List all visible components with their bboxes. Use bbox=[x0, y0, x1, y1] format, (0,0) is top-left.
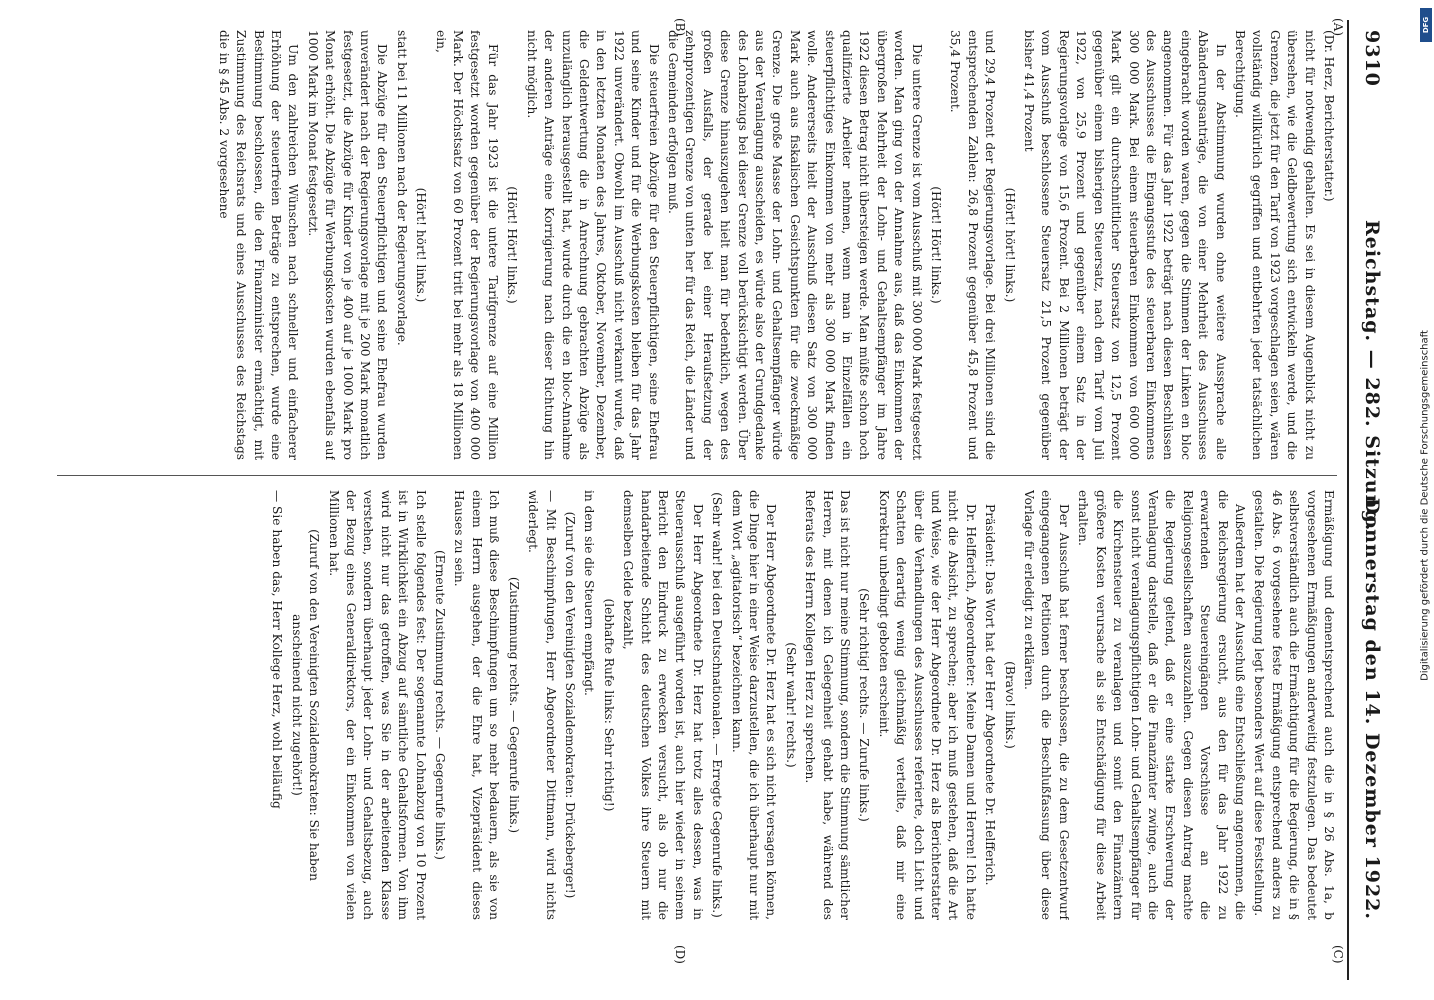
paragraph: Ich muß diese Beschimpfungen um so mehr bedauern, als sie von einem Herrn ausgehen, der die Ehre hat, Vizepräsident dieses Hauses zu sein. bbox=[452, 490, 502, 920]
session-date: Donnerstag den 14. Dezember 1922. bbox=[1361, 497, 1383, 920]
interjection: (Hört! hört! links.) bbox=[414, 187, 429, 303]
interjection: (Sehr wahr! bei den Deutschnationalen. — Erregte Gegenrufe links.) bbox=[710, 492, 725, 918]
paragraph: Der Herr Abgeordnete Dr. Herz hat es sich nicht versagen können, die Dinge hier in einer Weise darzustellen, die ich überhaupt nur mit dem Wort „agitatorisch“ bezeichnen kann. bbox=[729, 490, 779, 920]
interjection: (Zustimmung rechts. — Gegenrufe links.) bbox=[506, 576, 521, 834]
page-header bbox=[1347, 20, 1389, 980]
session-title: Reichstag. — 282. Sitzung. bbox=[1361, 220, 1383, 532]
paragraph: in dem sie die Steuern empfängt. bbox=[582, 490, 597, 696]
margin-mark-c: (C) bbox=[1331, 945, 1345, 964]
column-divider bbox=[57, 475, 1337, 476]
paragraph: Der Ausschuß hat ferner beschlossen, die zu dem Gesetzentwurf eingegangenen Petitionen durch die Beschlußfassung über diese Vorlage für erledigt zu erklären. bbox=[1022, 490, 1071, 920]
interjection: (Erneute Zustimmung rechts. — Gegenrufe links.) bbox=[433, 550, 448, 860]
paragraph: Für das Jahr 1923 ist die untere Tarifgrenze auf eine Million festgesetzt worden gegenüber der Regierungsvorlage von 400 000 Mark. Der Höchstsatz von 60 Prozent tritt bei mehr als 18 Millionen ein, bbox=[433, 30, 500, 460]
paragraph: In der Abstimmung wurden ohne weitere Aussprache alle Abänderungsanträge, die von einer Mehrheit des Ausschusses eingebracht worden waren, gegen die Stimmen der Linken en bloc angenommen. Für das Jahr 1922 beträgt nach diesen Beschlüssen des Ausschusses die Eingangsstufe des steuerbaren Einkommens 300 000 Mark. Bei einem steuerbaren Einkommen von 600 000 Mark gilt ein durchschnittlicher Steuersatz von 12,5 Prozent gegenüber einem bisherigen Steuersatz, nach dem Tarif vom Juli 1922, von 25,9 Prozent und gegenüber einem Satz in der Regierungsvorlage von 15,6 Prozent. Bei 2 Millionen beträgt der vom Ausschuß beschlossene Steuersatz 21,5 Prozent gegenüber bisher 41,4 Prozent bbox=[1022, 30, 1228, 460]
paragraph: Die untere Grenze ist vom Ausschuß mit 300 000 Mark festgesetzt worden. Man ging von der Annahme aus, daß das Einkommen der übergroßen Mehrheit der Lohn- und Gehaltsempfänger im Jahre 1922 diesen Betrag nicht übersteigen werde. Man müßte schon hoch qualifizierte Arbeiter nehmen, wenn man in Einzelfällen ein steuerpflichtiges Einkommen von mehr als 300 000 Mark finden wolle. Andererseits hielt der Ausschuß diesen Satz von 300 000 Mark auch aus fiskalischen Gesichtspunkten für die zweckmäßige Grenze. Die große Masse der Lohn- und Gehaltsempfänger würde aus der Veranlagung ausscheiden, es würde also der Grundgedanke des Lohnabzugs bei dieser Grenze voll berücksichtigt werden. Über diese Grenze hinauszugehen hielt man für bedenklich, wegen des großen Ausfalls, der gerade bei einer Heraufsetzung der zehnprozentigen Grenze von unten her für das Reich, die Länder und die Gemeinden erfolgen muß. bbox=[665, 30, 924, 460]
interjection: (Hört! Hört! links.) bbox=[505, 186, 520, 304]
interjection: (Hört! Hört! links.) bbox=[929, 186, 944, 304]
speaker-line: (Dr. Herz, Berichterstatter.) bbox=[1322, 30, 1336, 202]
interjection: (lebhafte Rufe links: Sehr richtig!) bbox=[601, 598, 616, 812]
right-column bbox=[47, 490, 1337, 920]
interjection: (Hört! hört! links.) bbox=[1002, 187, 1017, 303]
digitization-note bbox=[1418, 10, 1432, 990]
paragraph: statt bei 11 Millionen nach der Regierungsvorlage. bbox=[394, 30, 409, 346]
page-number: 9310 bbox=[1361, 30, 1383, 87]
interjection: (Zuruf von den Vereinigten Sozialdemokraten: Drückeberger!) bbox=[562, 511, 577, 899]
left-column bbox=[47, 30, 1337, 460]
paragraph: Der Herr Abgeordnete Dr. Herz hat trotz alles dessen, was in Steuerausschuß ausgeführt worden ist, auch hier wieder in seinem Bericht den Eindruck zu erwecken versucht, als ob nur die handarbeitende Schicht des deutschen Volkes ihre Steuern mit demselben Gelde bezahlt, bbox=[621, 490, 705, 920]
president-line: Präsident: Das Wort hat der Herr Abgeordnete Dr. Helfferich. bbox=[983, 504, 998, 886]
dfg-logo-text: DFG bbox=[1422, 16, 1430, 34]
margin-mark-d: (D) bbox=[673, 945, 687, 964]
paragraph: nicht für notwendig gehalten. Es sei in diesem Augenblick nicht zu übersehen, wie die Geldbewertung sich entwickeln werde, und die Grenzen, die jetzt für den Tarif von 1923 vorgeschlagen seien, wären vollständig willkürlich gegriffen und entbehrten jeder tatsächlichen Berechtigung. bbox=[1232, 30, 1317, 460]
rotated-page bbox=[27, 20, 1407, 980]
paragraph: Ich stelle folgendes fest: Der sogenannte Lohnabzug von 10 Prozent ist in Wirklichkeit ein Abzug auf sämtliche Gehaltsformen. Von ihm wird nicht nur das getroffen, was Sie in der arbeitenden Klasse verstehen, sondern überhaupt jeder Lohn- und Gehaltsbezug, auch der Bezug eines Generaldirektors, der ein Einkommen von vielen Millionen hat. bbox=[326, 490, 428, 920]
paragraph: Um den zahlreichen Wünschen nach schneller und einfacherer Erhöhung der steuerfreien Beträge zu entsprechen, wurde eine Bestimmung beschlossen, die den Finanzminister ermächtigt, mit Zustimmung des Reichsrats und eines Ausschusses des Reichstags die in § 45 Abs. 2 vorgesehene bbox=[216, 30, 301, 460]
paragraph: Die steuerfreien Abzüge für den Steuerpflichtigen, seine Ehefrau und seine Kinder und für die Werbungskosten bleiben für das Jahr 1922 unverändert. Obwohl im Ausschuß nicht verkannt wurde, daß in den letzten Monaten des Jahres, Oktober, November, Dezember, die Geldentwertung die in Anrechnung gebrachten Abzüge als unzulänglich herausgestellt hat, wurde durch die en bloc-Annahme der anderen Anträge eine Korrigierung nach dieser Richtung hin nicht möglich. bbox=[524, 30, 661, 460]
paragraph: Das ist nicht nur meine Stimmung, sondern die Stimmung sämtlicher Herren, mit denen ich Gelegenheit gehabt habe, während des Referats des Herrn Kollegen Herz zu sprechen. bbox=[803, 490, 853, 920]
paragraph: und 29,4 Prozent der Regierungsvorlage. Bei drei Millionen sind die entsprechenden Zahlen: 26,8 Prozent gegenüber 45,8 Prozent und 35,4 Prozent. bbox=[948, 30, 998, 460]
margin-mark-b: (B) bbox=[673, 18, 687, 37]
paragraph: Außerdem hat der Ausschuß eine Entschließung angenommen, die die Reichsregierung ersucht, aus den für das Jahr 1922 zu erwartenden Steuereingängen Vorschüsse an die Religionsgesellschaften auszuzahlen. Gegen diesen Antrag machte die Regierung geltend, daß er eine starke Erschwerung der Veranlagung darstelle, daß er die Finanzämter zwinge, auch die sonst nicht veranlagungspflichtigen Lohn- und Gehaltsempfänger für die Kirchensteuer zu veranlagen und somit den Finanzämtern größere Kosten verursache als sie Entschädigung für diese Arbeit erhalten. bbox=[1076, 490, 1247, 920]
interjection: (Sehr wahr! rechts.) bbox=[783, 642, 798, 768]
paragraph: — Sie haben das, Herr Kollege Herz, wohl beiläufig bbox=[270, 490, 285, 809]
interjection: (Bravo! links.) bbox=[1002, 661, 1017, 749]
paragraph: Die Abzüge für den Steuerpflichtigen und seine Ehefrau wurden unverändert nach der Regierungsvorlage mit je 200 Mark monatlich festgesetzt, die Abzüge für Kinder von je 400 auf je 1000 Mark pro Monat erhöht. Die Abzüge für Werbungskosten wurden ebenfalls auf 1000 Mark im Monat festgesetzt. bbox=[305, 30, 390, 460]
paragraph: Ermäßigung und dementsprechend auch die in § 26 Abs. 1a, b vorgesehenen Ermäßigungen anderweitig festzulegen. Das bedeutet selbstverständlich auch die Ermächtigung für die Regierung, die in § 46 Abs. 6 vorgesehene feste Ermäßigung entsprechend anders zu gestalten. Die Regierung legt besonders Wert auf diese Feststellung. bbox=[1252, 490, 1336, 920]
paragraph: Dr. Helfferich, Abgeordneter: Meine Damen und Herren! Ich hatte nicht die Absicht, zu sprechen; aber ich muß gestehen, daß die Art und Weise, wie der Herr Abgeordnete Dr. Herz als Berichterstatter über die Verhandlungen des Ausschusses referierte, doch Licht und Schatten derartig wenig gleichmäßig verteilte, daß mir eine Korrektur unbedingt geboten erscheint. bbox=[876, 490, 978, 920]
interjection: (Sehr richtig! rechts. — Zurufe links.) bbox=[857, 588, 872, 822]
interjection: (Zuruf von den Vereinigten Sozialdemokraten: Sie haben anscheinend nicht zugehört!) bbox=[289, 529, 322, 881]
dfg-logo bbox=[1420, 8, 1432, 42]
digitization-note-text: Digitalisierung gefördert durch die Deutsche Forschungsgemeinschaft bbox=[1419, 330, 1431, 681]
paragraph: — Mit Beschimpfungen, Herr Abgeordneter Dittmann, wird nichts widerlegt. bbox=[526, 490, 558, 920]
margin-mark-a: (A) bbox=[1331, 18, 1345, 37]
